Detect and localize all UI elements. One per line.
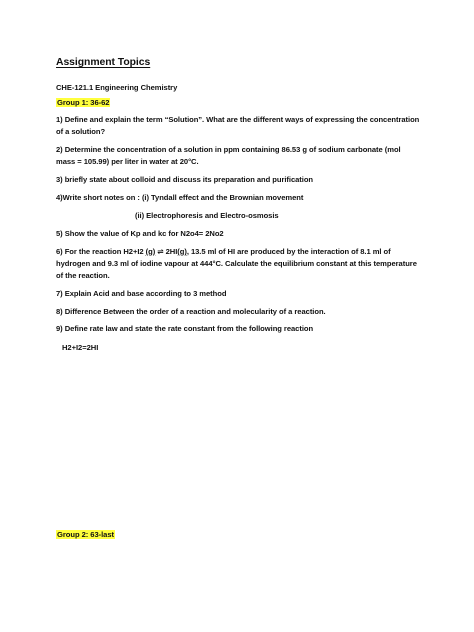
question-6-text-start: 6) For the reaction H2+I2 [56, 247, 146, 256]
question-6-line-1 [56, 246, 391, 258]
question-6-gas-state-2: (g) [177, 247, 187, 256]
question-1-line-2: of a solution? [56, 127, 106, 136]
course-heading: CHE-121.1 Engineering Chemistry [56, 83, 178, 92]
reaction-equation: H2+I2=2HI [62, 343, 99, 352]
question-6-text-end: , 13.5 ml of HI are produced by the interaction of 8.1 ml of [186, 247, 391, 256]
question-2-line-1: 2) Determine the concentration of a solution in ppm containing 86.53 g of sodium carbonate (mol [56, 145, 401, 154]
question-4-line-1: 4)Write short notes on : (i) Tyndall effect and the Brownian movement [56, 193, 304, 202]
question-9: 9) Define rate law and state the rate constant from the following reaction [56, 324, 314, 333]
question-6-line-2: hydrogen and 9.3 ml of iodine vapour at 444°C. Calculate the equilibrium constant at this temperature [56, 259, 417, 268]
question-6-equilibrium: ⇌ 2HI [155, 247, 178, 256]
question-1-line-1: 1) Define and explain the term “Solution”. What are the different ways of expressing the concentration [56, 115, 420, 124]
question-4-line-2: (ii) Electrophoresis and Electro-osmosis [135, 211, 279, 220]
question-7: 7) Explain Acid and base according to 3 method [56, 289, 227, 298]
question-6-gas-state-1: (g) [145, 247, 156, 256]
question-8: 8) Difference Between the order of a reaction and molecularity of a reaction. [56, 307, 326, 316]
group-1-highlight: Group 1: 36-62 [57, 98, 110, 107]
group-2-highlight: Group 2: 63-last [57, 530, 115, 539]
group-2-label [56, 529, 115, 541]
question-5: 5) Show the value of Kp and kc for N2o4= 2No2 [56, 229, 224, 238]
question-3: 3) briefly state about colloid and discuss its preparation and purification [56, 175, 314, 184]
question-6-line-3: of the reaction. [56, 271, 110, 280]
question-2-line-2: mass = 105.99) per liter in water at 20°C. [56, 157, 199, 166]
group-1-label [56, 97, 110, 109]
page-title: Assignment Topics [56, 57, 151, 68]
